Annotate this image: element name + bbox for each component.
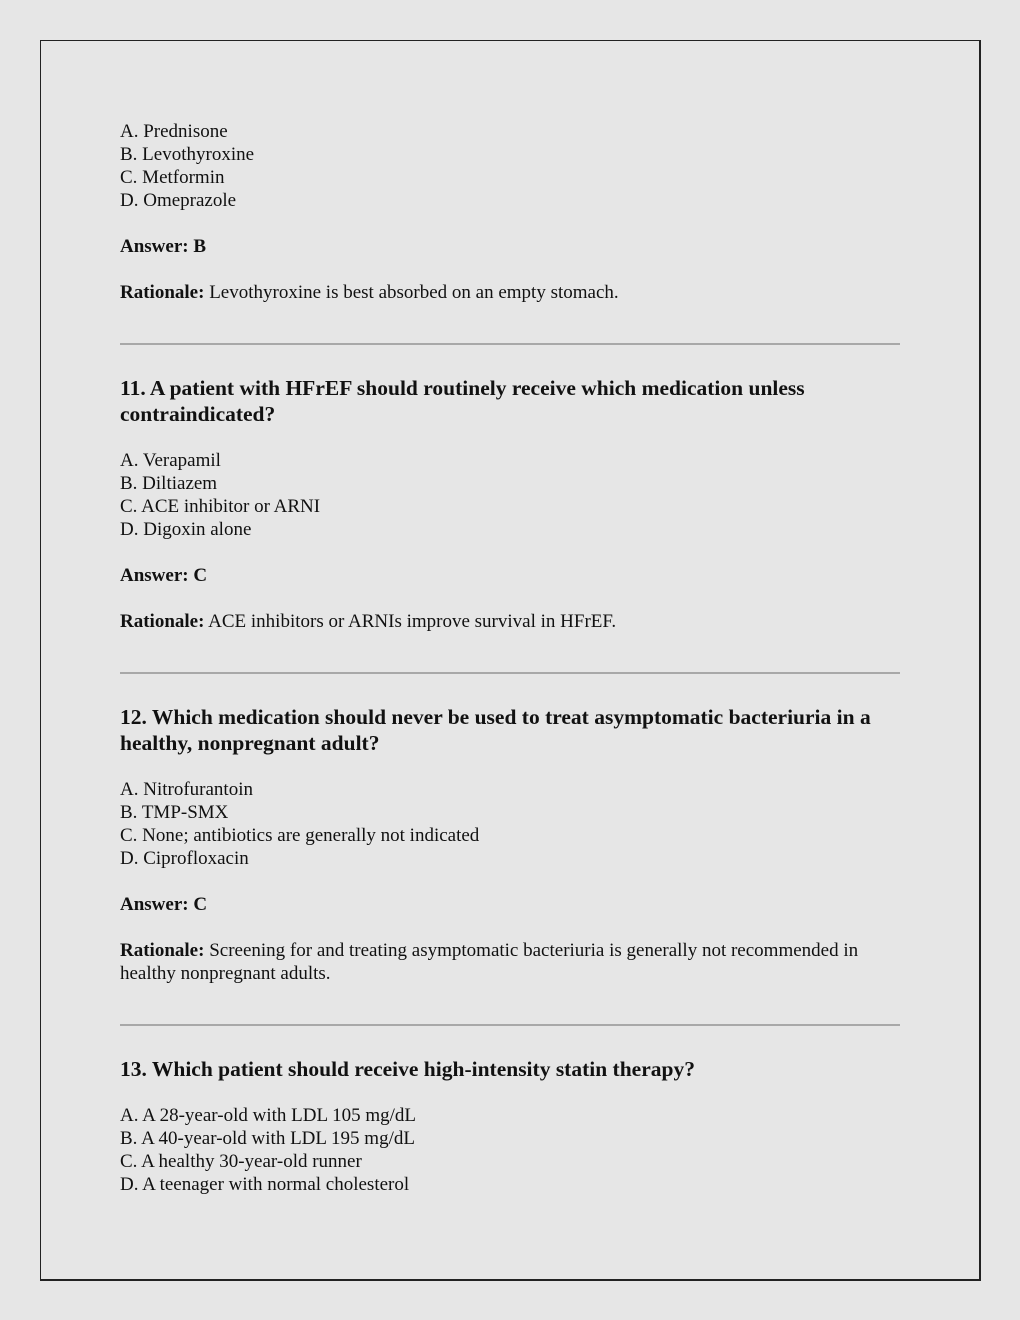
answer: Answer: C <box>120 894 208 915</box>
options-list <box>120 120 900 212</box>
option-d: D. Omeprazole <box>120 190 237 211</box>
option-b: B. A 40-year-old with LDL 195 mg/dL <box>120 1128 415 1149</box>
rationale-text: Levothyroxine is best absorbed on an empty stomach. <box>204 282 619 303</box>
question-heading: 13. Which patient should receive high-intensity statin therapy? <box>120 1057 695 1081</box>
option-a: A. A 28-year-old with LDL 105 mg/dL <box>120 1105 417 1126</box>
question-block-13 <box>120 1056 900 1196</box>
rationale-label: Rationale: <box>120 611 205 632</box>
option-a: A. Nitrofurantoin <box>120 779 253 800</box>
question-heading: 12. Which medication should never be used to treat asymptomatic bacteriuria in a healthy, nonpregnant adult? <box>120 705 871 755</box>
question-block-12 <box>120 704 900 985</box>
option-c: C. ACE inhibitor or ARNI <box>120 496 321 517</box>
option-d: D. Ciprofloxacin <box>120 848 249 869</box>
question-block-11 <box>120 375 900 633</box>
options-list <box>120 1104 900 1196</box>
rationale <box>120 281 900 304</box>
section-divider <box>120 343 900 345</box>
document-content <box>120 120 900 1196</box>
answer: Answer: B <box>120 236 207 257</box>
section-divider <box>120 1024 900 1026</box>
rationale <box>120 939 900 985</box>
section-divider <box>120 672 900 674</box>
option-c: C. None; antibiotics are generally not indicated <box>120 825 480 846</box>
rationale-text: Screening for and treating asymptomatic bacteriuria is generally not recommended in healthy nonpregnant adults. <box>120 940 859 984</box>
option-d: D. Digoxin alone <box>120 519 252 540</box>
option-c: C. A healthy 30-year-old runner <box>120 1151 362 1172</box>
option-b: B. TMP-SMX <box>120 802 229 823</box>
option-a: A. Verapamil <box>120 450 221 471</box>
option-d: D. A teenager with normal cholesterol <box>120 1174 410 1195</box>
option-b: B. Levothyroxine <box>120 144 255 165</box>
option-a: A. Prednisone <box>120 121 228 142</box>
rationale <box>120 610 900 633</box>
answer: Answer: C <box>120 565 208 586</box>
question-block-10 <box>120 120 900 304</box>
option-c: C. Metformin <box>120 167 225 188</box>
options-list <box>120 778 900 870</box>
rationale-text: ACE inhibitors or ARNIs improve survival in HFrEF. <box>204 611 617 632</box>
rationale-label: Rationale: <box>120 940 205 961</box>
option-b: B. Diltiazem <box>120 473 218 494</box>
rationale-label: Rationale: <box>120 282 205 303</box>
question-heading: 11. A patient with HFrEF should routinely receive which medication unless contraindicated? <box>120 376 805 426</box>
options-list <box>120 449 900 541</box>
